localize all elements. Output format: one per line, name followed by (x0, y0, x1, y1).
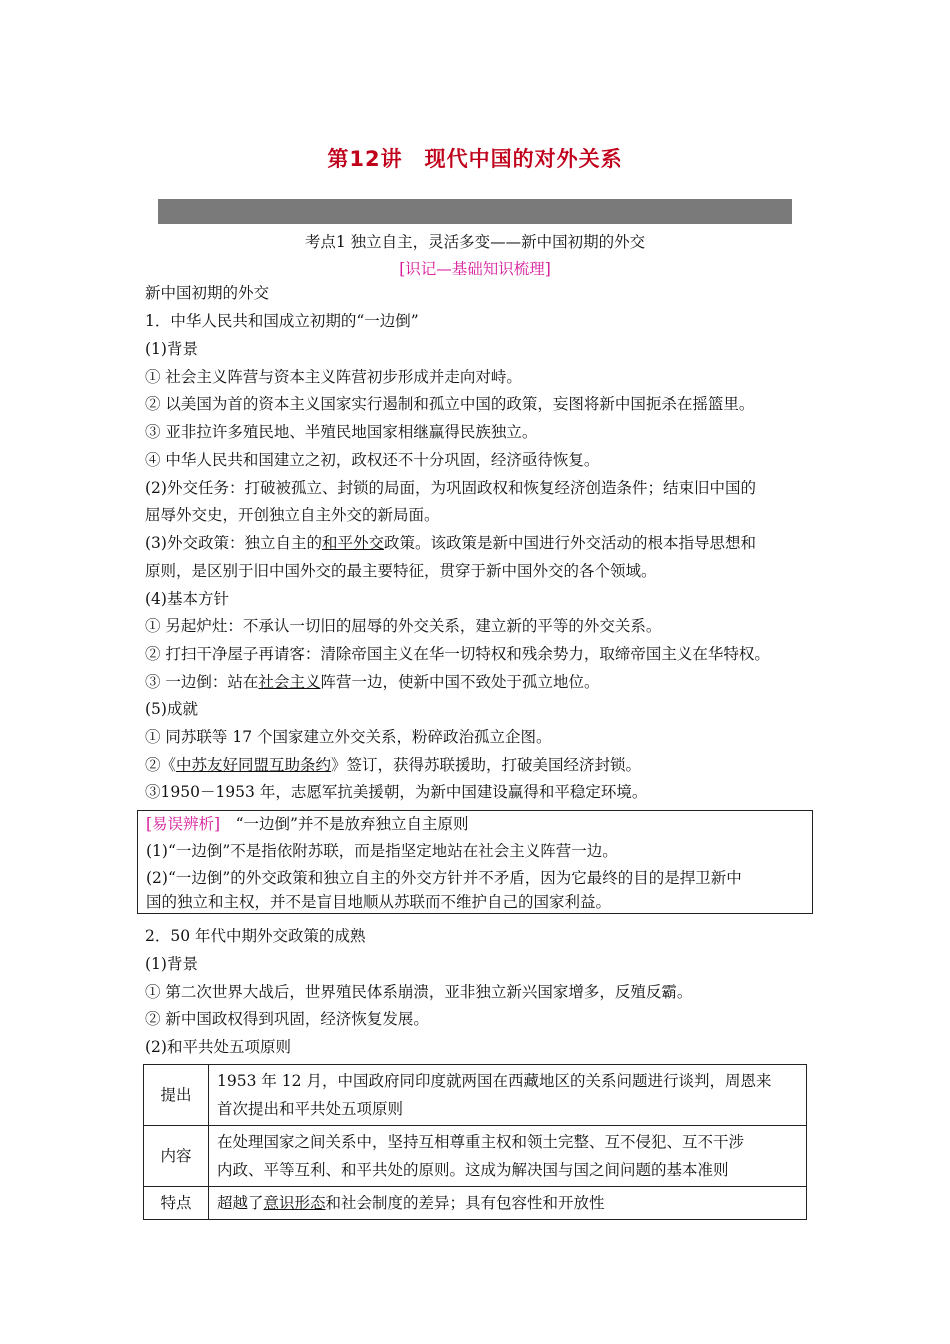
five-principles-table (143, 1064, 807, 1220)
underlined-term: 中苏友好同盟互助条约 (176, 756, 332, 774)
table-cell (209, 1065, 807, 1126)
box-title: “一边倒”并不是放弃独立自主原则 (220, 815, 469, 833)
text-line (145, 671, 599, 693)
text-line: 屈辱外交史，开创独立自主外交的新局面。 (145, 506, 440, 524)
text-line: ① 第二次世界大战后，世界殖民体系崩溃，亚非独立新兴国家增多，反殖反霸。 (145, 983, 693, 1001)
text-line: ① 社会主义阵营与资本主义阵营初步形成并走向对峙。 (145, 368, 522, 386)
text-line: (4)基本方针 (145, 590, 229, 608)
text-segment: (3)外交政策：独立自主的 (145, 534, 322, 552)
text-segment: ②《 (145, 756, 177, 774)
text-line (145, 532, 756, 554)
text-line: (1)背景 (145, 955, 198, 973)
cell-line: 在处理国家之间关系中，坚持互相尊重主权和领土完整、互不侵犯、互不干涉 (217, 1133, 745, 1151)
text-line: ① 另起炉灶：不承认一切旧的屈辱的外交关系，建立新的平等的外交关系。 (145, 617, 662, 635)
table-row-label: 内容 (144, 1126, 209, 1187)
heading-line: 2．50 年代中期外交政策的成熟 (145, 927, 366, 945)
section-heading: 考点1 独立自主，灵活多变——新中国初期的外交 (304, 233, 646, 251)
table-cell (209, 1126, 807, 1187)
text-line: ② 新中国政权得到巩固，经济恢复发展。 (145, 1010, 429, 1028)
cell-line: 1953 年 12 月，中国政府同印度就两国在西藏地区的关系问题进行谈判，周恩来 (217, 1072, 772, 1090)
table-row (144, 1065, 807, 1126)
text-line: (5)成就 (145, 700, 198, 718)
section-banner-bar (158, 199, 792, 224)
table-row-label: 特点 (144, 1187, 209, 1220)
cell-line: 首次提出和平共处五项原则 (217, 1100, 404, 1118)
text-line: ② 以美国为首的资本主义国家实行遏制和孤立中国的政策，妄图将新中国扼杀在摇篮里。 (145, 395, 755, 413)
cell-line: 内政、平等互利、和平共处的原则。这成为解决国与国之间问题的基本准则 (217, 1161, 729, 1179)
box-title-line (146, 813, 468, 835)
text-segment: 》签订，获得苏联援助，打破美国经济封锁。 (331, 756, 642, 774)
text-line: ③1950－1953 年，志愿军抗美援朝，为新中国建设赢得和平稳定环境。 (145, 783, 648, 801)
box-line: (1)“一边倒”不是指依附苏联，而是指坚定地站在社会主义阵营一边。 (146, 842, 618, 860)
underlined-term: 社会主义 (258, 673, 321, 691)
underlined-term: 和平外交 (321, 534, 384, 552)
text-line: ④ 中华人民共和国建立之初，政权还不十分巩固，经济亟待恢复。 (145, 451, 600, 469)
box-line: 国的独立和主权，并不是盲目地顺从苏联而不维护自己的国家利益。 (146, 893, 612, 911)
subsection-tag: [识记—基础知识梳理] (399, 260, 551, 278)
text-line (145, 754, 641, 776)
text-line: ③ 亚非拉许多殖民地、半殖民地国家相继赢得民族独立。 (145, 423, 538, 441)
text-segment: 阵营一边，使新中国不致处于孤立地位。 (320, 673, 600, 691)
text-segment: 超越了 (217, 1194, 264, 1212)
table-row-label: 提出 (144, 1065, 209, 1126)
text-line: 新中国初期的外交 (145, 284, 270, 302)
text-line: 原则，是区别于旧中国外交的最主要特征，贯穿于新中国外交的各个领域。 (145, 562, 657, 580)
text-segment: 和社会制度的差异；具有包容性和开放性 (325, 1194, 605, 1212)
error-analysis-box (137, 810, 813, 914)
text-line: (2)和平共处五项原则 (145, 1038, 291, 1056)
text-line: (2)外交任务：打破被孤立、封锁的局面，为巩固政权和恢复经济创造条件；结束旧中国的 (145, 479, 756, 497)
box-line: (2)“一边倒”的外交政策和独立自主的外交方针并不矛盾，因为它最终的目的是捍卫新中 (146, 869, 742, 887)
box-tag: [易误辨析] (146, 815, 221, 833)
underlined-term: 意识形态 (263, 1194, 326, 1212)
text-line: ② 打扫干净屋子再请客：清除帝国主义在华一切特权和残余势力，取缔帝国主义在华特权。 (145, 645, 770, 663)
table-cell (209, 1187, 807, 1220)
table-row (144, 1126, 807, 1187)
text-segment: ③ 一边倒：站在 (145, 673, 259, 691)
heading-line: 1．中华人民共和国成立初期的“一边倒” (145, 312, 419, 330)
table-row (144, 1187, 807, 1220)
text-line: (1)背景 (145, 340, 198, 358)
text-segment: 政策。该政策是新中国进行外交活动的根本指导思想和 (383, 534, 756, 552)
text-line: ① 同苏联等 17 个国家建立外交关系，粉碎政治孤立企图。 (145, 728, 552, 746)
page-title: 第12讲 现代中国的对外关系 (327, 147, 623, 171)
